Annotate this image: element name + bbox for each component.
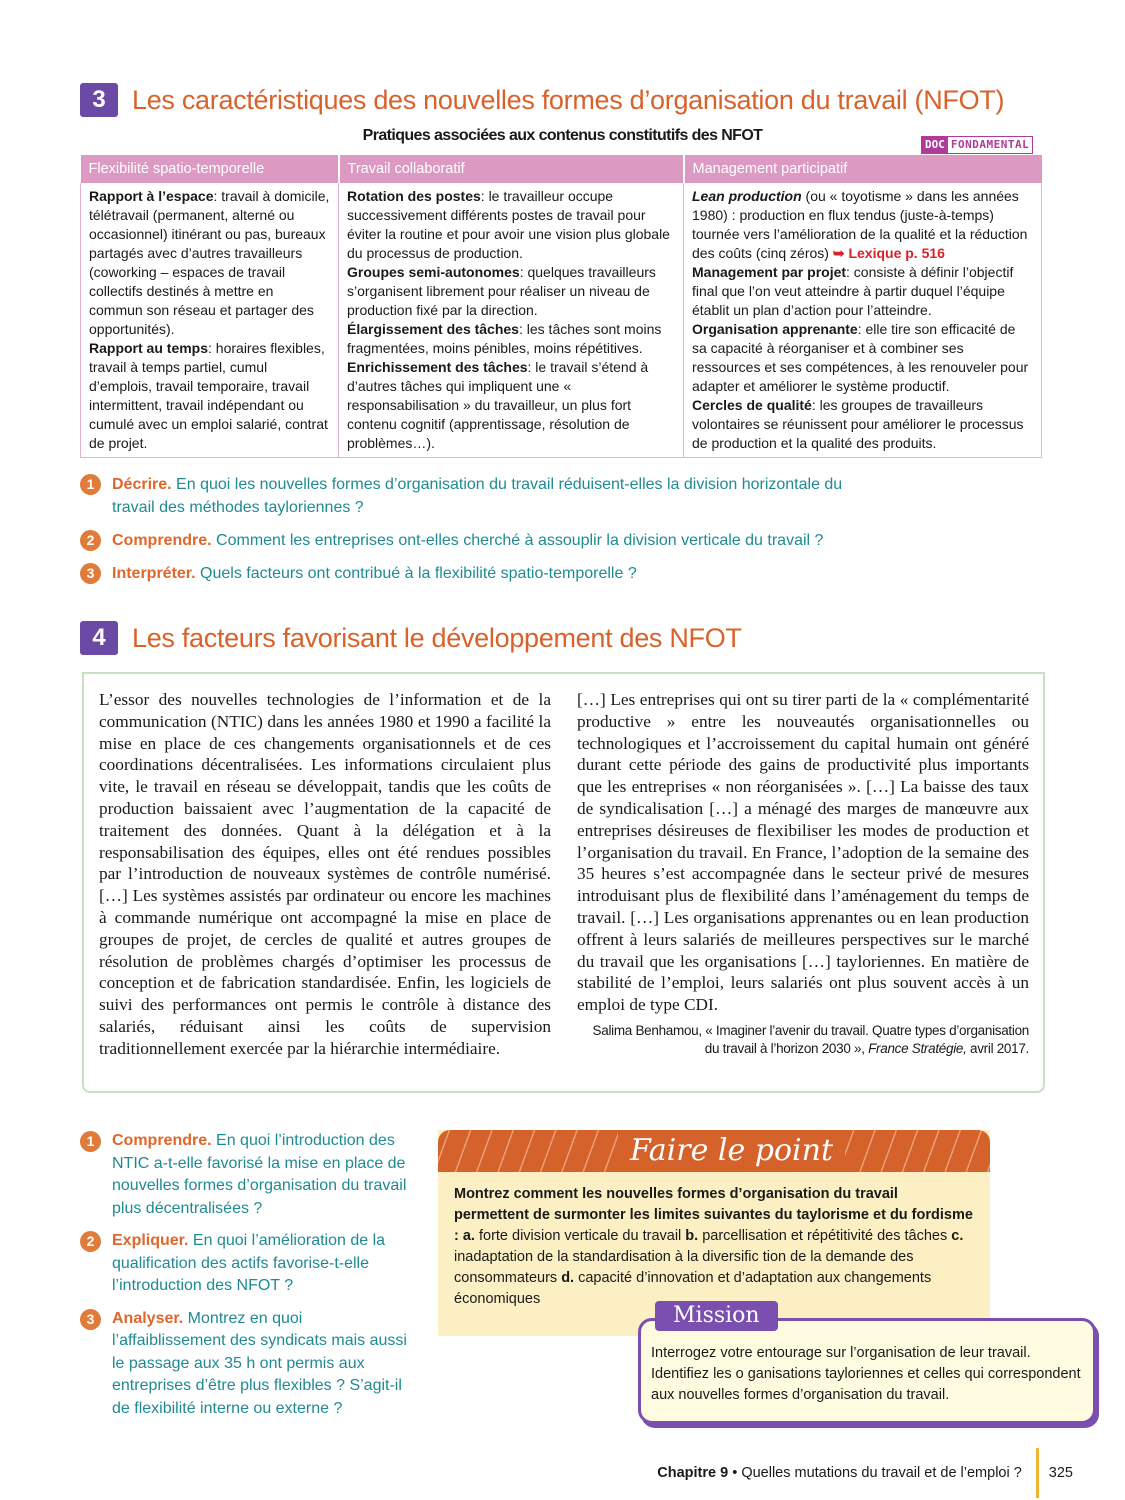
question-text: En quoi l’amélioration de la qualification des actifs favorise-t-elle l’introduction des NFOT ? [112,1232,386,1294]
doc-tag-label: DOC [922,137,948,153]
cell-paragraph [347,263,675,320]
fondamental-label: FONDAMENTAL [950,138,1030,151]
page-footer [657,1448,1073,1498]
question [80,1130,415,1220]
question-body [112,1308,415,1421]
chapter-label: Chapitre 9 [657,1465,729,1481]
definition: : le travailleur occupe successivement différents postes de travail pour éviter la routine et pour avoir une vision plus globale du processus de production. [347,188,670,261]
faire-le-point-title: Faire le point [618,1130,845,1172]
table-cell [81,183,339,458]
table-header: Flexibilité spatio-temporelle [81,155,339,183]
term: Rapport à l’espace [89,188,214,204]
term: Enrichissement des tâches [347,359,528,375]
doc-fondamental-tag [921,136,1033,154]
question-verb: Décrire. [112,476,172,493]
separator: • [728,1465,742,1481]
term: Management par projet [692,264,847,280]
definition: : horaires flexibles, travail à temps partiel, cumul d’emplois, travail temporaire, travail intermittent, travail indépendant ou cumulé avec un emploi salarié, contrat de projet. [89,340,328,451]
nfot-table [80,155,1042,458]
term: Organisation apprenante [692,321,858,337]
cell-paragraph [347,358,675,453]
mission-text: Interrogez votre entourage sur l’organisation de leur travail. Identifiez les o ganisations tayloriennes et celles qui correspondent aux nouvelles formes d’organisation du travail. [651,1345,1081,1403]
term: Cercles de qualité [692,397,812,413]
question-verb: Comprendre. [112,1132,212,1149]
doc4-title: Les facteurs favorisant le développement des NFOT [132,622,742,653]
table-subtitle: Pratiques associées aux contenus constitutifs des NFOT [362,127,763,144]
term: Rapport au temps [89,340,209,356]
cell-paragraph [692,396,1033,453]
item-label: a. [462,1228,475,1244]
lexique-link[interactable]: ➥ Lexique p. 516 [832,245,945,261]
text-column-2-body: […] Les entreprises qui ont su tirer parti de la « complémentarité productive » entre les nouveautés organisationnelles ou technologiques et l’accroissement du capital humain ont généré durant cette période des gains de productivité plus importants que les entreprises « non réorganisées ». […] La baisse des taux de syndicalisation […] a ménagé des marges de manœuvre aux entreprises désireuses de flexibiliser les modes de production et l’organisation du travail. En France, l’adoption de la semaine des 35 heures s’est accompagnée dans le secteur privé de mesures introduisant plus de flexibilité dans l’aménagement du temps de travail. […] Les organisations apprenantes ou en lean production offrent à leurs salariés de meilleures perspectives sur le marché du travail que les organisations […] tayloriennes. En matière de stabilité de l’emploi, leurs salariés ont plus souvent accès à un emploi de type CDI. [577,690,1029,1015]
text-column-1: L’essor des nouvelles technologies de l’information et de la communication (NTIC) dans les années 1980 et 1990 a facilité la mise en place de ces changements organisationnels et de ces coordinations décentralisées. Les informations circulaient plus vite, le travail en réseau se développait, tandis que les coûts de production baissaient avec l’augmentation de la capacité de traitement des données. Quant à la délégation et à la responsabilisation des équipes, elles ont été rendues possibles par l’introduction de nouveaux systèmes de contrôle numérisé. […] Les systèmes assistés par ordinateur ou encore les machines à commande numérique ont accompagné la mise en place de groupes de projet, de cercles de qualité et autres groupes de résolution de problèmes chargés d’optimiser les processus de conception et de fabrication standardisée. Enfin, les logiciels de suivi des performances ont permis le contrôle à distance des salariés, réduisant ainsi les coûts de supervision traditionnellement exercée par la hiérarchie intermédiaire. [99,690,551,1058]
definition: : quelques travailleurs s’organisent librement pour réaliser un niveau de production fixé par la direction. [347,264,656,318]
question-verb: Interpréter. [112,565,196,582]
question-verb: Expliquer. [112,1232,189,1249]
definition: : les tâches sont moins fragmentées, moins pénibles, moins répétitives. [347,321,662,356]
faire-le-point-text [438,1172,990,1322]
cell-paragraph [89,339,330,453]
question-number: 2 [80,1231,101,1252]
question-body [112,1130,415,1220]
question-body [112,473,880,519]
footer-bar [1036,1448,1039,1498]
cell-paragraph [692,263,1033,320]
item-label: d. [561,1270,575,1286]
cell-paragraph [347,187,675,263]
question-body [112,529,823,552]
term: Lean production [692,188,802,204]
question-verb: Analyser. [112,1309,184,1327]
question-text: Quels facteurs ont contribué à la flexibilité spatio-temporelle ? [200,565,637,582]
definition: : travail à domicile, télétravail (permanent, alterné ou occasionnel) itinérant ou pas, bureaux partagés avec d’autres travailleurs (coworking – espaces de travail collectifs destinés à mettre en commun son réseau et partager des opportunités). [89,188,330,337]
term: Groupes semi-autonomes [347,264,520,280]
intro: Montrez comment les nouvelles formes d’organisation du travail permettent de surmonter les limites suivantes du taylorisme et du fordisme : [454,1186,973,1244]
doc4-questions [80,1130,415,1430]
question [80,529,880,552]
question-verb: Comprendre. [112,532,212,549]
question [80,1230,415,1298]
cell-paragraph [692,320,1033,396]
doc-number-badge: 4 [80,621,118,655]
question-number: 1 [80,474,101,495]
source-date: avril 2017. [966,1040,1029,1056]
term: Élargissement des tâches [347,321,519,337]
question [80,562,880,585]
item-label: b. [685,1228,699,1244]
item-label: c. [951,1228,964,1244]
doc4-heading [80,621,742,655]
item-text: forte division verticale du travail [474,1228,686,1244]
doc3-heading [80,83,1004,117]
question-body [112,1230,415,1298]
item-text: capacité d’innovation et d’adaptation aux changements économiques [454,1270,932,1307]
mission-title: Mission [655,1301,778,1331]
cell-paragraph [692,187,1033,263]
source-author: Salima Benhamou, « Imaginer l’avenir du travail. Quatre types d’organisation du travail à l’horizon 2030 », [592,1022,1029,1056]
definition: : les groupes de travailleurs volontaires se réunissent pour améliorer le processus de production et la qualité des produits. [692,397,1024,451]
table-cell [339,183,684,458]
doc4-text-box [82,672,1045,1093]
item-text: parcellisation et répétitivité des tâches [698,1228,952,1244]
table-cell [684,183,1042,458]
table-row [81,183,1042,458]
page-number: 325 [1048,1465,1073,1481]
question-text: En quoi les nouvelles formes d’organisation du travail réduisent-elles la division horizontale du travail des méthodes tayloriennes ? [112,476,843,516]
question-text: En quoi l’introduction des NTIC a-t-elle favorisé la mise en place de nouvelles formes d’organisation du travail plus décentralisées ? [112,1132,407,1217]
source-publication: France Stratégie, [868,1040,967,1056]
question [80,473,880,519]
question-body [112,562,637,585]
definition: : consiste à définir l’objectif final que l’on veut atteindre à partir duquel l’équipe établit un plan d’action pour l’atteindre. [692,264,1014,318]
term: Rotation des postes [347,188,481,204]
question [80,1308,415,1421]
question-text: Comment les entreprises ont-elles cherché à assouplir la division verticale du travail ? [216,532,824,549]
table-header: Management participatif [684,155,1042,183]
definition: (ou « toyotisme » dans les années 1980) : production en flux tendus (juste-à-temps) tournée vers l’amélioration de la qualité et la réduction des coûts (cinq zéros) [692,188,1028,261]
question-number: 2 [80,530,101,551]
question-number: 3 [80,1309,101,1330]
text-column-2 [577,689,1029,1058]
faire-le-point-header [438,1130,990,1172]
table-header: Travail collaboratif [339,155,684,183]
doc-number-badge: 3 [80,83,118,117]
source-citation [577,1022,1029,1058]
question-text: Montrez en quoi l’affaiblissement des syndicats mais aussi le passage aux 35 h ont permis aux entreprises d’être plus flexibles ? S’agit-il de flexibilité interne ou externe ? [112,1309,407,1417]
doc3-questions [80,473,880,595]
question-number: 1 [80,1131,101,1152]
chapter-title: Quelles mutations du travail et de l’emploi ? [741,1465,1022,1481]
definition: : le travail s’étend à d’autres tâches qui impliquent une « responsabilisation » du travailleur, un plus fort contenu cognitif (apprentissage, résolution de problèmes…). [347,359,649,451]
item-text: inadaptation de la standardisation à la diversific tion de la demande des consommateurs [454,1249,914,1286]
mission-box [638,1303,1096,1424]
question-number: 3 [80,563,101,584]
cell-paragraph [89,187,330,339]
definition: : elle tire son efficacité de sa capacité à réorganiser et à combiner ses ressources et ses compétences, à les renouveler pour adapter et améliorer le système productif. [692,321,1029,394]
doc3-title: Les caractéristiques des nouvelles formes d’organisation du travail (NFOT) [132,84,1005,115]
cell-paragraph [347,320,675,358]
